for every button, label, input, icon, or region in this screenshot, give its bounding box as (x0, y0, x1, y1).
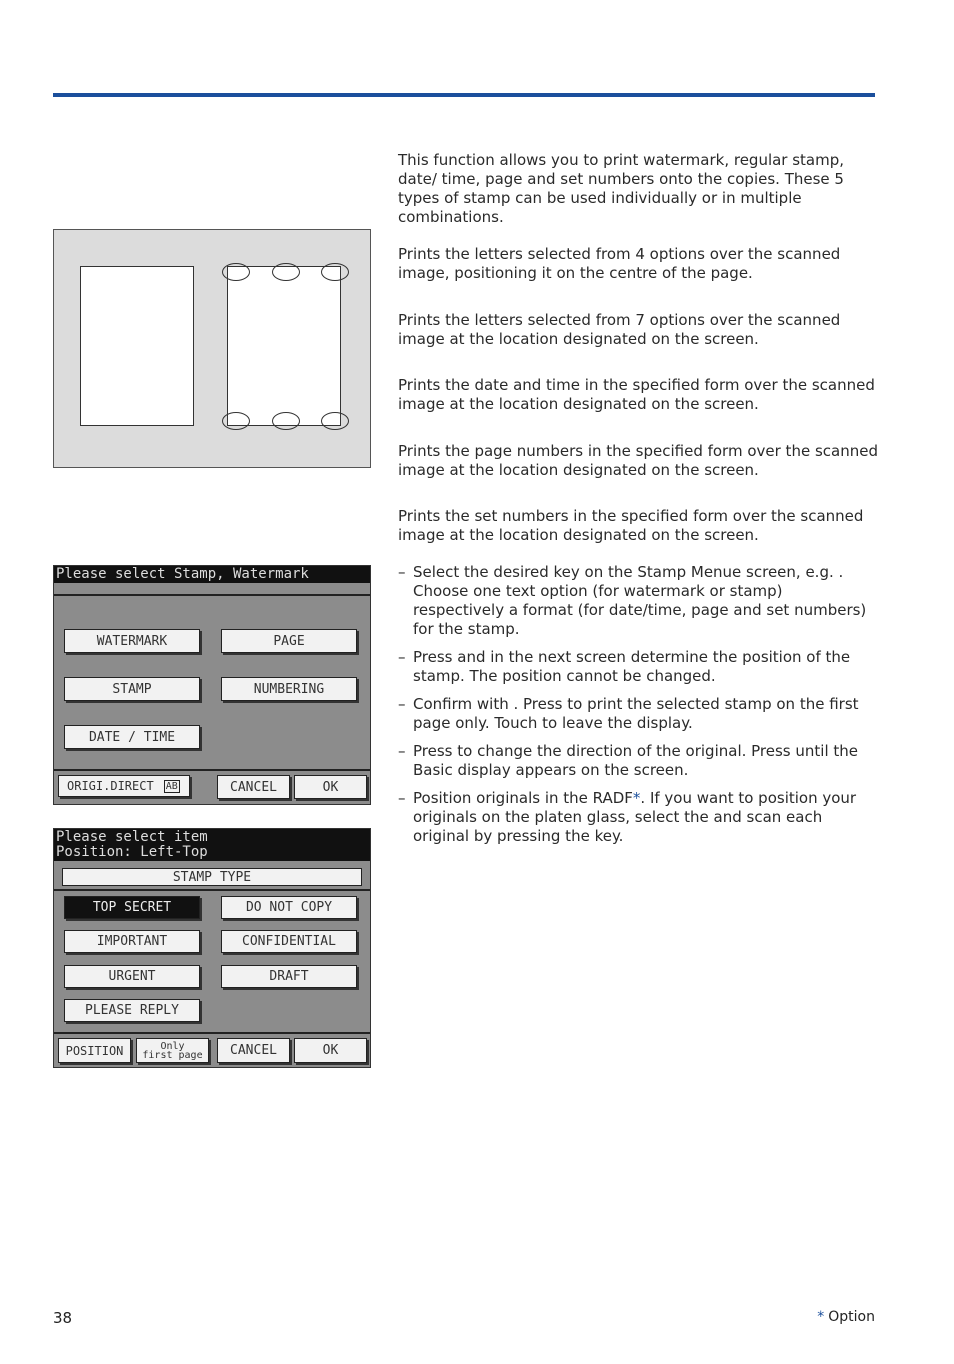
position-key[interactable]: POSITION (58, 1038, 131, 1063)
option-asterisk: * (632, 789, 641, 807)
ok-button[interactable]: OK (294, 775, 367, 799)
step-item (398, 648, 878, 686)
stamp-key[interactable]: STAMP (64, 677, 200, 701)
divider (54, 1032, 370, 1034)
watermark-key[interactable]: WATERMARK (64, 629, 200, 653)
position-marker-bottom-right (321, 412, 349, 430)
please-reply-key[interactable]: PLEASE REPLY (64, 999, 200, 1022)
screen-header-line1: Please select item (56, 829, 208, 845)
page-diagram-left (80, 266, 194, 426)
step-item (398, 563, 878, 639)
confidential-key[interactable]: CONFIDENTIAL (221, 930, 357, 953)
divider (54, 594, 370, 596)
step-dash: – (398, 789, 406, 807)
step-dash: – (398, 648, 406, 666)
divider (54, 889, 370, 891)
original-direction-key[interactable] (58, 775, 190, 797)
instruction-steps (398, 563, 878, 855)
step-item (398, 789, 878, 846)
watermark-description: Prints the letters selected from 4 options over the scanned image, positioning it on the centre of the page. (398, 245, 841, 282)
date-time-description: Prints the date and time in the specified form over the scanned image at the location designated on the screen. (398, 376, 875, 413)
page-diagram-right (227, 266, 341, 426)
step-text: Select the desired key on the Stamp Menue screen, e.g. . Choose one text option (for watermark or stamp) respectively a format (for date/time, page and set numbers) for the stamp. (413, 563, 867, 638)
numbering-key[interactable]: NUMBERING (221, 677, 357, 701)
date-time-key[interactable]: DATE / TIME (64, 725, 200, 749)
option-asterisk: * (817, 1309, 825, 1325)
step-item (398, 742, 878, 780)
divider (54, 769, 370, 771)
option-label: Option (828, 1309, 875, 1325)
position-marker-bottom-left (222, 412, 250, 430)
screen-header-line2: Position: Left-Top (56, 844, 208, 860)
header-rule (53, 93, 875, 97)
step-dash: – (398, 742, 406, 760)
position-marker-top-left (222, 263, 250, 281)
option-footnote (817, 1309, 875, 1325)
urgent-key[interactable]: URGENT (64, 965, 200, 988)
step-item (398, 695, 878, 733)
ok-button[interactable]: OK (294, 1038, 367, 1063)
stamp-type-label: STAMP TYPE (62, 868, 362, 886)
only-first-page-line1: Only (160, 1040, 185, 1052)
step-text: Press and in the next screen determine the position of the stamp. The position cannot be changed. (413, 648, 851, 685)
step-text: Press to change the direction of the original. Press until the Basic display appears on the screen. (413, 742, 859, 779)
screen-header: Please select Stamp, Watermark (54, 566, 370, 583)
position-marker-bottom-centre (272, 412, 300, 430)
position-marker-top-right (321, 263, 349, 281)
screen-header (54, 829, 370, 861)
stamp-menu-screen (53, 565, 371, 805)
stamp-description: Prints the letters selected from 7 options over the scanned image at the location designated on the screen. (398, 311, 841, 348)
step-text: Confirm with . Press to print the selected stamp on the first page only. Touch to leave the display. (413, 695, 859, 732)
page-description: Prints the page numbers in the specified form over the scanned image at the location designated on the screen. (398, 442, 878, 479)
draft-key[interactable]: DRAFT (221, 965, 357, 988)
stamp-position-illustration (53, 229, 371, 468)
intro-text: This function allows you to print watermark, regular stamp, date/ time, page and set numbers onto the copies. These 5 types of stamp can be used individually or in multiple combinations. (398, 151, 845, 226)
cancel-button[interactable]: CANCEL (217, 775, 290, 799)
only-first-page-line2: first page (142, 1049, 203, 1061)
top-secret-key[interactable]: TOP SECRET (64, 896, 200, 919)
important-key[interactable]: IMPORTANT (64, 930, 200, 953)
step-dash: – (398, 563, 406, 581)
step-dash: – (398, 695, 406, 713)
stamp-type-screen (53, 828, 371, 1068)
do-not-copy-key[interactable]: DO NOT COPY (221, 896, 357, 919)
page-number: 38 (53, 1309, 73, 1327)
ab-direction-icon: AB (165, 780, 178, 792)
step-text: . If you want to position your originals on the platen glass, select the and scan each original by pressing the key. (413, 789, 857, 845)
only-first-page-key[interactable] (136, 1038, 209, 1063)
page-key[interactable]: PAGE (221, 629, 357, 653)
position-marker-top-centre (272, 263, 300, 281)
cancel-button[interactable]: CANCEL (217, 1038, 290, 1063)
original-direction-label: ORIGI.DIRECT (67, 779, 154, 793)
numbering-description: Prints the set numbers in the specified form over the scanned image at the location designated on the screen. (398, 507, 864, 544)
step-text: Position originals in the RADF (413, 789, 633, 807)
